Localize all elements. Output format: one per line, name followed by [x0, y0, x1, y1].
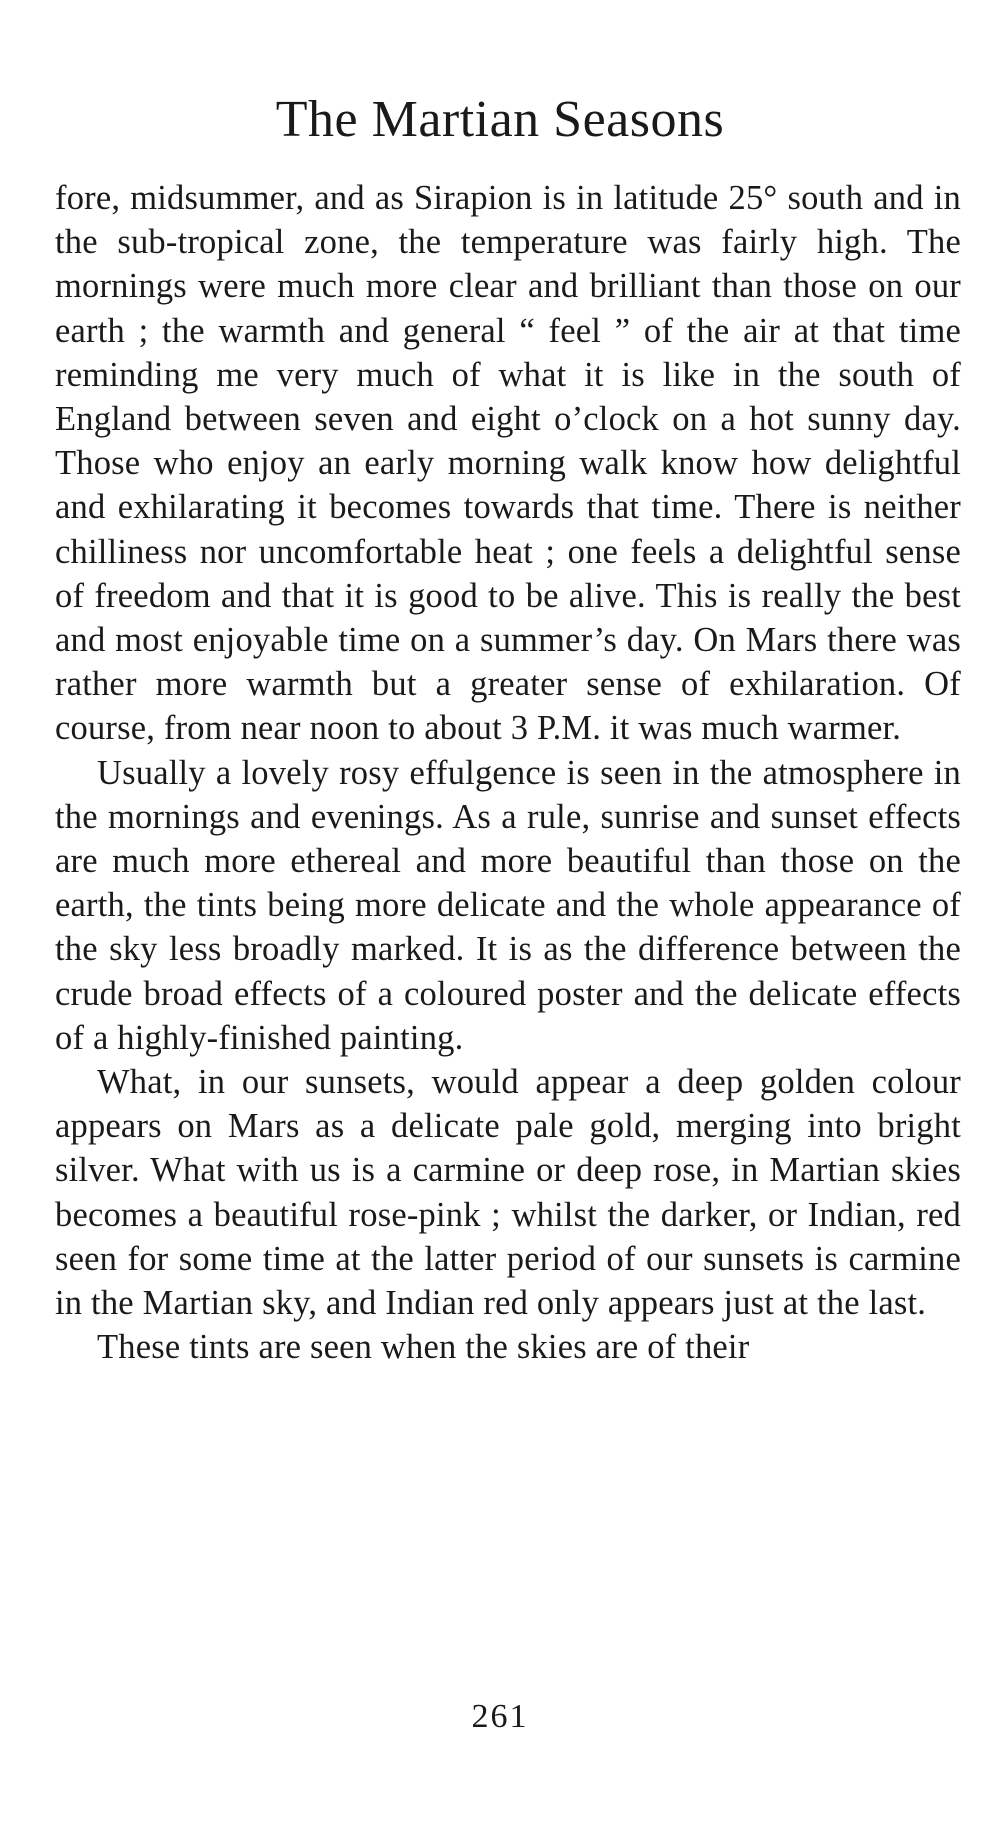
paragraph-sunset-colours: What, in our sunsets, would appear a deep golden colour appears on Mars as a delicate pale gold, merging into bright silver. What with us is a carmine or deep rose, in Martian skies becomes a beautiful rose-pink ; whilst the darker, or Indian, red seen for some time at the latter period of our sunsets is carmine in the Martian sky, and Indian red only appears just at the last. — [55, 1063, 961, 1323]
running-head: The Martian Seasons — [275, 91, 725, 148]
page-number: 261 — [471, 1698, 529, 1735]
paragraph-tints: These tints are seen when the skies are of their — [97, 1328, 750, 1367]
body-text — [55, 176, 961, 1369]
paragraph-effulgence: Usually a lovely rosy effulgence is seen in the atmosphere in the mornings and evenings. As a rule, sunrise and sunset effects are much more ethereal and more beautiful than those on the earth, the tints being more delicate and the whole appearance of the sky less broadly marked. It is as the difference between the crude broad effects of a coloured poster and the delicate effects of a highly-finished painting. — [55, 753, 961, 1057]
paragraph-continued: fore, midsummer, and as Sirapion is in latitude 25° south and in the sub-tropical zone, the temperature was fairly high. The mornings were much more clear and brilliant than those on our earth ; the warmth and general “ feel ” of the air at that time reminding me very much of what it is like in the south of England between seven and eight o’clock on a hot sunny day. Those who enjoy an early morning walk know how delightful and exhilarating it becomes towards that time. There is neither chilliness nor uncomfortable heat ; one feels a delightful sense of freedom and that it is good to be alive. This is really the best and most enjoyable time on a summer’s day. On Mars there was rather more warmth but a greater sense of exhilaration. Of course, from near noon to about 3 P.M. it was much warmer. — [55, 179, 961, 748]
